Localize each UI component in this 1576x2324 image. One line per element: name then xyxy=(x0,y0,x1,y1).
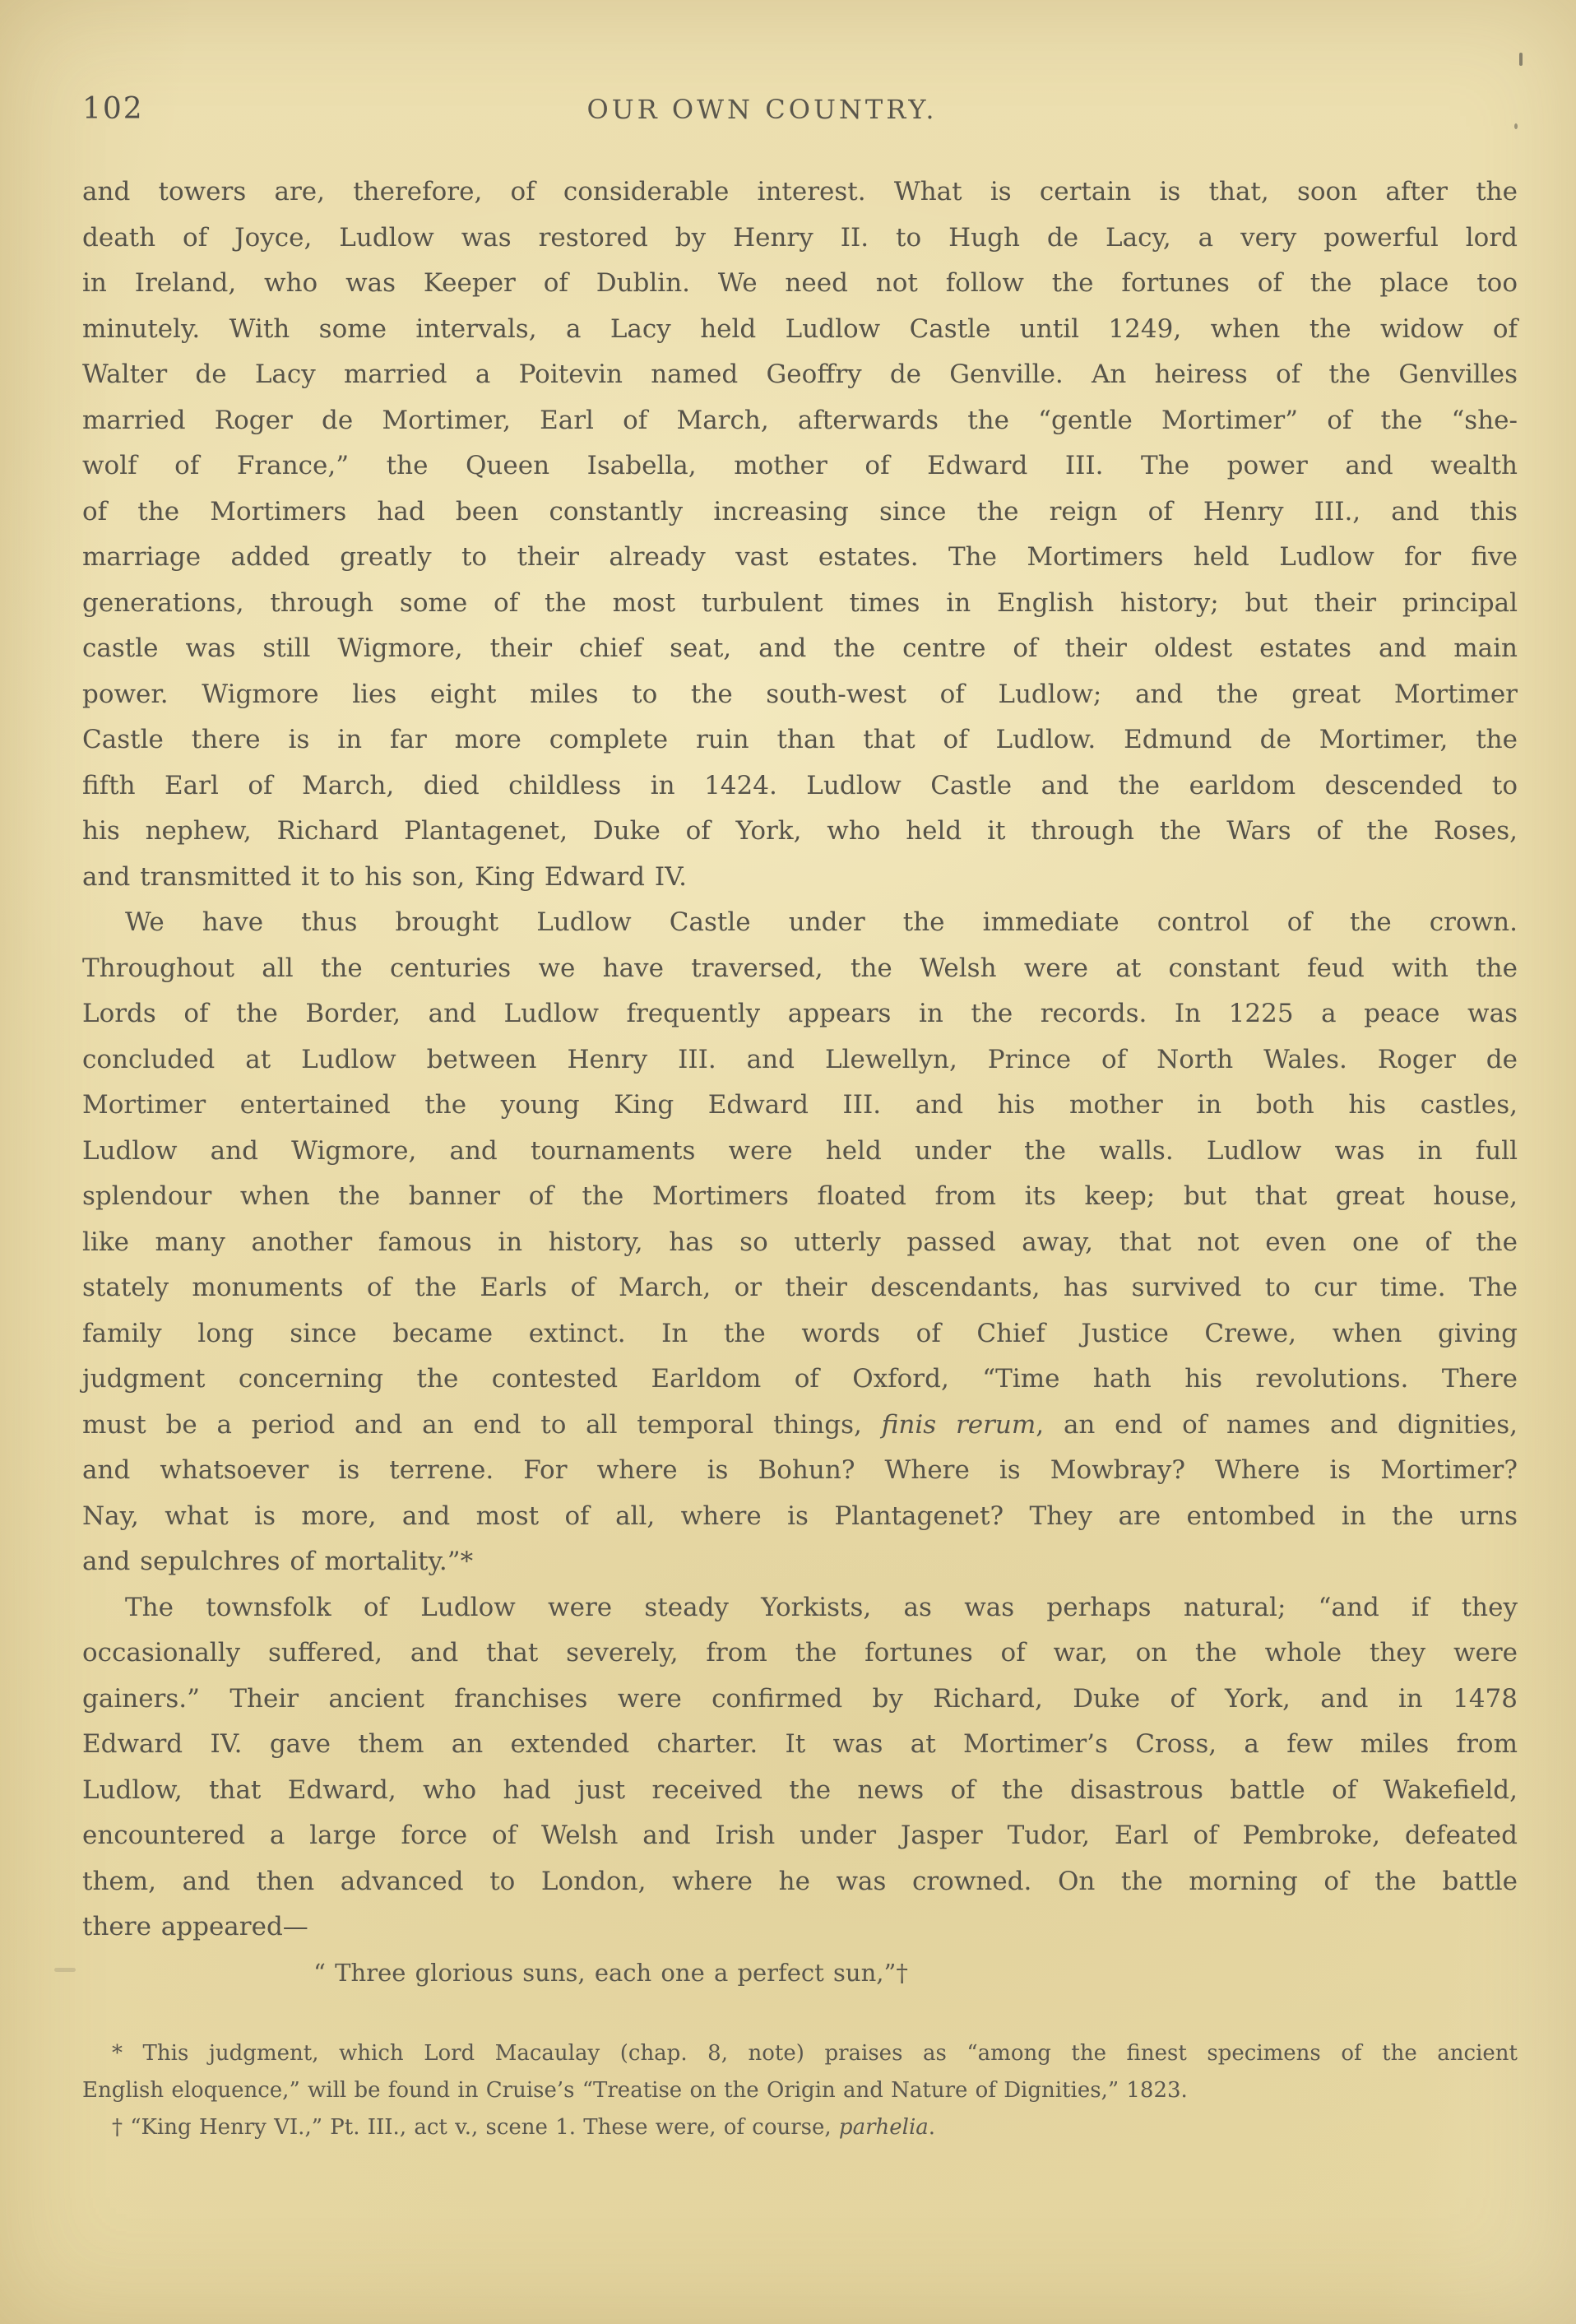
text-segment: power. Wigmore lies eight miles to the south-west of Ludlow; and the great Mortimer xyxy=(82,679,1518,709)
ink-speck xyxy=(1514,123,1518,129)
text-line xyxy=(82,1357,1518,1403)
text-line xyxy=(82,535,1518,581)
text-line xyxy=(82,2035,1518,2072)
text-line xyxy=(82,398,1518,444)
page-number: 102 xyxy=(82,92,144,126)
text-line xyxy=(82,809,1518,855)
footnote-asterisk xyxy=(82,2035,1518,2109)
text-segment: † “King Henry VI.,” Pt. III., act v., scene 1. These were, of course, xyxy=(112,2115,839,2140)
text-line xyxy=(82,946,1518,992)
text-segment: and transmitted it to his son, King Edward IV. xyxy=(82,861,687,892)
footnote-dagger xyxy=(82,2109,1518,2146)
text-segment: castle was still Wigmore, their chief seat, and the centre of their oldest estates and main xyxy=(82,633,1518,663)
text-segment: encountered a large force of Welsh and Irish under Jasper Tudor, Earl of Pembroke, defeated xyxy=(82,1821,1518,1850)
text-line xyxy=(82,1813,1518,1859)
text-line xyxy=(82,1129,1518,1175)
text-line xyxy=(82,1904,1518,1951)
text-segment: and sepulchres of mortality.”* xyxy=(82,1547,474,1576)
text-segment: The townsfolk of Ludlow were steady Yorkists, as was perhaps natural; “and if they xyxy=(125,1592,1518,1622)
italic-text-segment: parhelia xyxy=(838,2115,929,2140)
text-line xyxy=(82,581,1518,627)
text-segment: gainers.” Their ancient franchises were confirmed by Richard, Duke of York, and in 1478 xyxy=(82,1683,1518,1714)
paragraph-1 xyxy=(82,169,1518,900)
text-segment: and whatsoever is terrene. For where is Bohun? Where is Mowbray? Where is Mortimer? xyxy=(82,1455,1518,1485)
text-line xyxy=(82,1722,1518,1768)
text-segment: English eloquence,” will be found in Cruise’s “Treatise on the Origin and Nature of Dignities,” 1823. xyxy=(82,2078,1188,2103)
text-segment: Mortimer entertained the young King Edward III. and his mother in both his castles, xyxy=(82,1090,1518,1120)
text-line xyxy=(82,2109,1518,2146)
text-segment: Nay, what is more, and most of all, where is Plantagenet? They are entombed in the urns xyxy=(82,1501,1518,1531)
text-line xyxy=(82,1174,1518,1220)
text-line xyxy=(82,991,1518,1037)
paragraph-2 xyxy=(82,900,1518,1585)
italic-text-segment: finis rerum xyxy=(881,1409,1036,1440)
text-line xyxy=(82,1037,1518,1083)
text-segment: and towers are, therefore, of considerable interest. What is certain is that, soon after the xyxy=(82,177,1518,206)
text-segment: wolf of France,” the Queen Isabella, mother of Edward III. The power and wealth xyxy=(82,451,1518,480)
text-line xyxy=(82,1768,1518,1814)
text-line xyxy=(82,1220,1518,1266)
text-line xyxy=(82,1494,1518,1540)
text-line xyxy=(82,1311,1518,1357)
text-line xyxy=(82,717,1518,763)
footnotes xyxy=(82,2035,1518,2146)
text-line xyxy=(82,1265,1518,1311)
text-segment: family long since became extinct. In the words of Chief Justice Crewe, when giving xyxy=(82,1318,1518,1348)
text-segment: of the Mortimers had been constantly increasing since the reign of Henry III., and this xyxy=(82,496,1518,526)
text-line xyxy=(82,1859,1518,1905)
text-line xyxy=(82,1083,1518,1129)
running-title-wrap xyxy=(82,94,1442,125)
ink-speck xyxy=(54,1968,76,1972)
text-segment: concluded at Ludlow between Henry III. and Llewellyn, Prince of North Wales. Roger de xyxy=(82,1044,1518,1074)
text-segment: Edward IV. gave them an extended charter. It was at Mortimer’s Cross, a few miles from xyxy=(82,1729,1518,1759)
text-segment: . xyxy=(928,2115,936,2140)
text-segment: them, and then advanced to London, where he was crowned. On the morning of the battle xyxy=(82,1866,1518,1896)
text-line xyxy=(82,763,1518,809)
text-segment: * This judgment, which Lord Macaulay (chap. 8, note) praises as “among the finest specimens of the ancient xyxy=(112,2041,1518,2066)
text-line xyxy=(82,1539,1518,1585)
text-segment: , an end of names and dignities, xyxy=(1036,1409,1518,1440)
text-segment: Walter de Lacy married a Poitevin named Geoffry de Genville. An heiress of the Genvilles xyxy=(82,360,1518,389)
text-line xyxy=(82,1403,1518,1449)
text-line xyxy=(82,855,1518,901)
text-segment: splendour when the banner of the Mortimers floated from its keep; but that great house, xyxy=(82,1181,1518,1211)
verse-quote: “ Three glorious suns, each one a perfect sun,”† xyxy=(313,1958,908,1987)
text-segment: like many another famous in history, has so utterly passed away, that not even one of the xyxy=(82,1227,1518,1257)
text-line xyxy=(82,443,1518,489)
text-segment: occasionally suffered, and that severely, from the fortunes of war, on the whole they were xyxy=(82,1638,1518,1668)
text-segment: Ludlow, that Edward, who had just received the news of the disastrous battle of Wakefield, xyxy=(82,1774,1518,1805)
text-line xyxy=(82,489,1518,536)
text-line xyxy=(82,626,1518,672)
text-segment: marriage added greatly to their already vast estates. The Mortimers held Ludlow for five xyxy=(82,542,1518,572)
ink-speck xyxy=(1519,53,1523,66)
text-segment: married Roger de Mortimer, Earl of March, afterwards the “gentle Mortimer” of the “she- xyxy=(82,405,1518,435)
text-line xyxy=(82,1585,1518,1631)
text-segment: minutely. With some intervals, a Lacy held Ludlow Castle until 1249, when the widow of xyxy=(82,313,1518,344)
paragraph-3 xyxy=(82,1585,1518,1951)
text-line xyxy=(82,261,1518,307)
text-line xyxy=(82,1631,1518,1677)
text-segment: his nephew, Richard Plantagenet, Duke of York, who held it through the Wars of the Roses, xyxy=(82,816,1518,846)
text-segment: fifth Earl of March, died childless in 1424. Ludlow Castle and the earldom descended to xyxy=(82,770,1518,800)
text-line xyxy=(82,672,1518,718)
text-line xyxy=(82,1448,1518,1494)
text-line xyxy=(82,1677,1518,1723)
text-segment: death of Joyce, Ludlow was restored by Henry II. to Hugh de Lacy, a very powerful lord xyxy=(82,222,1518,253)
text-segment: Throughout all the centuries we have traversed, the Welsh were at constant feud with the xyxy=(82,953,1518,983)
running-title: OUR OWN COUNTRY. xyxy=(586,94,938,125)
text-line xyxy=(82,352,1518,398)
text-line xyxy=(82,216,1518,262)
text-line xyxy=(82,2072,1518,2109)
text-line xyxy=(82,900,1518,946)
text-segment: We have thus brought Ludlow Castle under the immediate control of the crown. xyxy=(125,907,1518,937)
text-segment: there appeared— xyxy=(82,1912,308,1941)
running-head xyxy=(82,90,1518,128)
text-segment: Lords of the Border, and Ludlow frequently appears in the records. In 1225 a peace was xyxy=(82,999,1518,1028)
text-segment: must be a period and an end to all temporal things, xyxy=(82,1409,882,1440)
text-segment: Castle there is in far more complete ruin than that of Ludlow. Edmund de Mortimer, the xyxy=(82,725,1518,754)
text-segment: stately monuments of the Earls of March, or their descendants, has survived to cur time. The xyxy=(82,1273,1518,1302)
text-segment: generations, through some of the most turbulent times in English history; but their principal xyxy=(82,587,1518,618)
text-segment: Ludlow and Wigmore, and tournaments were held under the walls. Ludlow was in full xyxy=(82,1135,1518,1166)
text-line xyxy=(82,169,1518,216)
body-text xyxy=(82,169,1518,1996)
text-line xyxy=(82,307,1518,353)
text-segment: in Ireland, who was Keeper of Dublin. We need not follow the fortunes of the place too xyxy=(82,268,1518,298)
text-segment: judgment concerning the contested Earldom of Oxford, “Time hath his revolutions. There xyxy=(82,1364,1518,1394)
